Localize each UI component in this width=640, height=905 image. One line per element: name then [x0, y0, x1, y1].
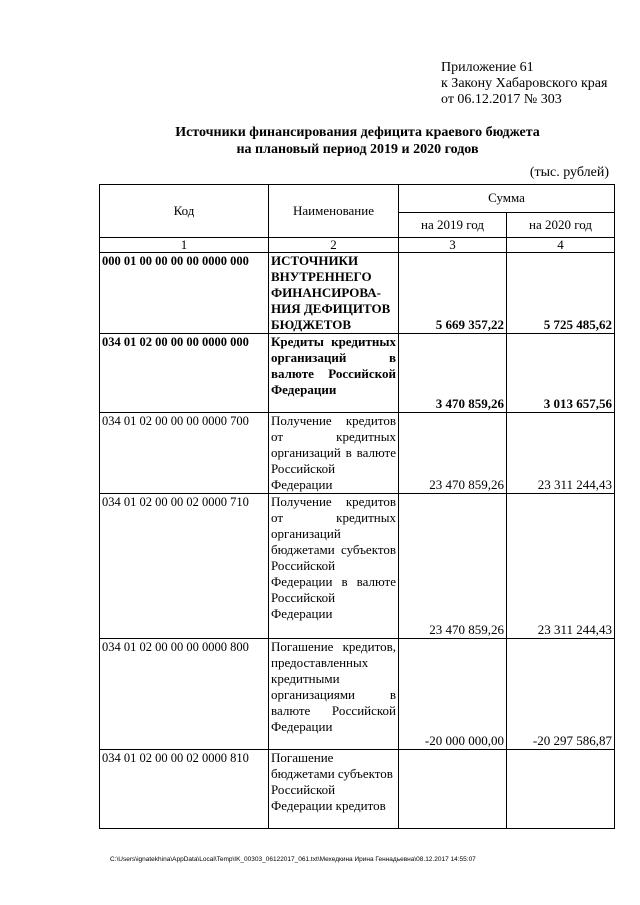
row-code: 034 01 02 00 00 00 0000 000 [100, 334, 269, 413]
table-row [100, 639, 615, 750]
row-name: Получение кредитов от кредитных организаций бюджетами субъектов Российской Федерации в валюте Российской Федерации [269, 494, 399, 639]
row-amount-2020: 23 311 244,43 [507, 494, 615, 639]
financing-sources-table [99, 184, 615, 829]
row-code: 034 01 02 00 00 02 0000 810 [100, 750, 269, 829]
row-amount-2019: 23 470 859,26 [399, 413, 507, 494]
row-name: Кредиты кредитных организаций в валюте Российской Федерации [269, 334, 399, 413]
table-row [100, 253, 615, 334]
row-code: 000 01 00 00 00 00 0000 000 [100, 253, 269, 334]
row-amount-2019: 3 470 859,26 [399, 334, 507, 413]
row-amount-2019 [399, 750, 507, 829]
col-number-3: 3 [399, 238, 507, 253]
col-number-4: 4 [507, 238, 615, 253]
title-line-2: на плановый период 2019 и 2020 годов [236, 142, 479, 157]
document-title [100, 124, 615, 158]
header-2019: на 2019 год [399, 212, 507, 237]
row-amount-2020 [507, 750, 615, 829]
row-amount-2020: 3 013 657,56 [507, 334, 615, 413]
row-name: ИСТОЧНИКИ ВНУТРЕННЕГО ФИНАНСИРОВАНИЯ ДЕФИЦИТОВ БЮДЖЕТОВ [269, 253, 399, 334]
row-amount-2019: 5 669 357,22 [399, 253, 507, 334]
row-code: 034 01 02 00 00 00 0000 700 [100, 413, 269, 494]
table-row [100, 334, 615, 413]
row-amount-2020: -20 297 586,87 [507, 639, 615, 750]
row-code: 034 01 02 00 00 02 0000 710 [100, 494, 269, 639]
col-number-2: 2 [269, 238, 399, 253]
header-name: Наименование [269, 185, 399, 238]
row-name: Погашение кредитов, предоставленных кредитными организациями в валюте Российской Федерации [269, 639, 399, 750]
row-amount-2019: 23 470 859,26 [399, 494, 507, 639]
units-label: (тыс. рублей) [529, 165, 609, 180]
table-row [100, 413, 615, 494]
table-row [100, 494, 615, 639]
row-amount-2020: 5 725 485,62 [507, 253, 615, 334]
col-number-1: 1 [100, 238, 269, 253]
row-code: 034 01 02 00 00 00 0000 800 [100, 639, 269, 750]
header-sum: Сумма [399, 185, 615, 213]
row-name: Получение кредитов от кредитных организаций в валюте Российской Федерации [269, 413, 399, 494]
table-row [100, 750, 615, 829]
file-path-footer: C:\Users\ignatekhina\AppData\Local\Temp\IK_00303_06122017_061.txt\Мехедкина Ирина Геннадьевна\08.12.2017 14:55:07 [110, 856, 476, 863]
header-2020: на 2020 год [507, 212, 615, 237]
table-header-row [100, 185, 615, 213]
appendix-block [441, 60, 607, 108]
appendix-line-3: от 06.12.2017 № 303 [441, 92, 562, 107]
appendix-line-2: к Закону Хабаровского края [441, 76, 608, 91]
row-amount-2019: -20 000 000,00 [399, 639, 507, 750]
appendix-line-1: Приложение 61 [441, 60, 534, 75]
title-line-1: Источники финансирования дефицита краевого бюджета [175, 125, 540, 140]
row-name: Погашение бюджетами субъектов Российской Федерации кредитов [269, 750, 399, 829]
header-code: Код [100, 185, 269, 238]
row-amount-2020: 23 311 244,43 [507, 413, 615, 494]
column-numbers-row [100, 238, 615, 253]
